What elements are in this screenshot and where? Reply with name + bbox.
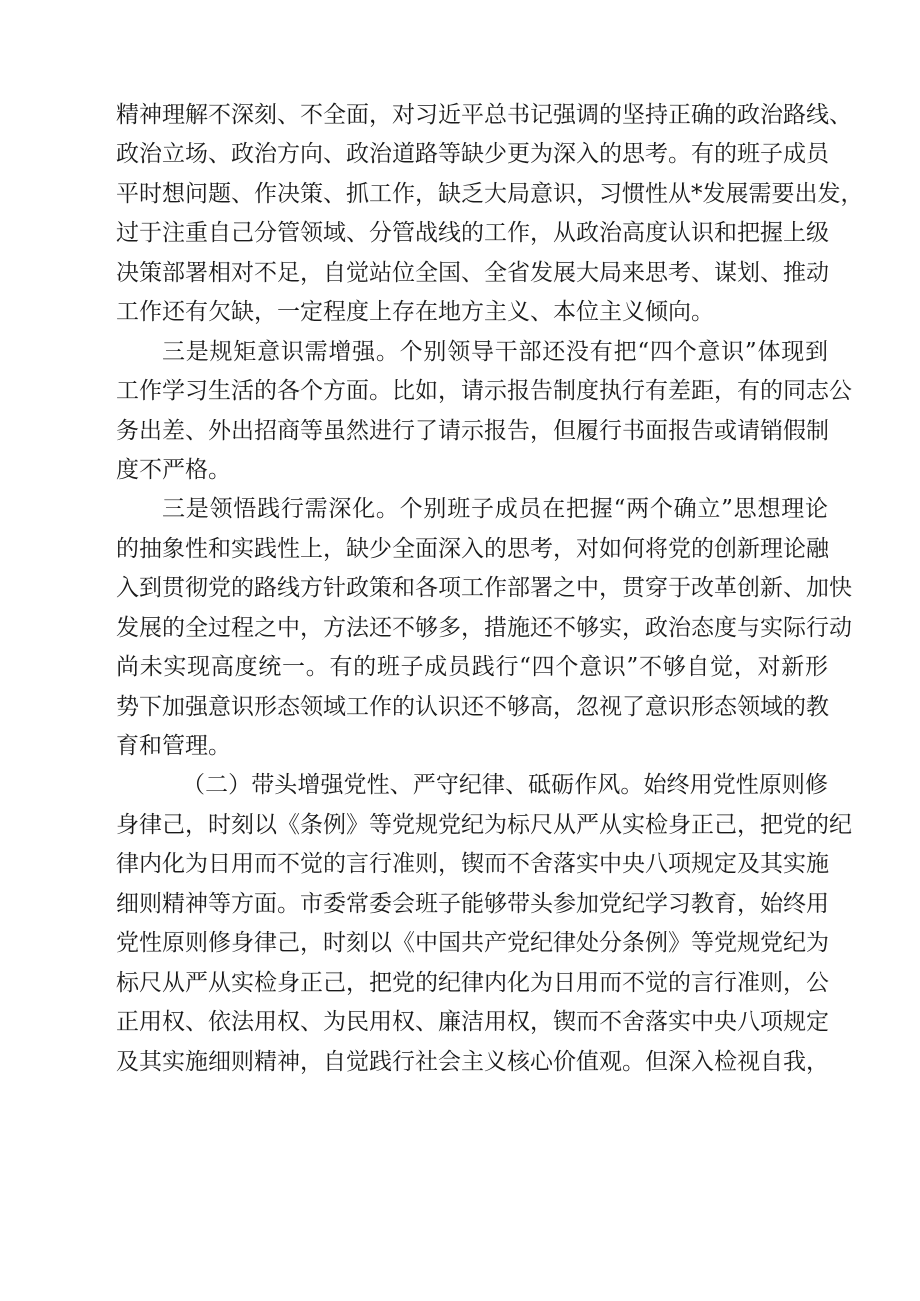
section-heading-line: （二）带头增强党性、严守纪律、砥砺作风。始终用党性原则修 (182, 772, 828, 799)
text-line: 的抽象性和实践性上，缺少全面深入的思考，对如何将党的创新理论融 (116, 535, 829, 562)
paragraph-comprehension-practice (116, 490, 852, 766)
text-line: 工作还有欠缺，一定程度上存在地方主义、本位主义倾向。 (116, 299, 714, 326)
text-line: 尚未实现高度统一。有的班子成员践行“四个意识”不够自觉，对新形 (116, 654, 828, 681)
text-line: 势下加强意识形态领域工作的认识还不够高，忽视了意识形态领域的教 (116, 693, 829, 720)
text-line: 入到贯彻党的路线方针政策和各项工作部署之中，贯穿于改革创新、加快 (116, 575, 852, 602)
text-line: 三是规矩意识需增强。个别领导干部还没有把“四个意识”体现到 (162, 338, 828, 365)
text-line: 及其实施细则精神，自觉践行社会主义核心价值观。但深入检视自我， (116, 1048, 829, 1075)
text-line: 度不严格。 (116, 456, 231, 483)
text-line: 工作学习生活的各个方面。比如，请示报告制度执行有差距，有的同志公 (116, 378, 852, 405)
text-line: 细则精神等方面。市委常委会班子能够带头参加党纪学习教育，始终用 (116, 890, 829, 917)
text-line: 标尺从严从实检身正己，把党的纪律内化为日用而不觉的言行准则，公 (116, 969, 829, 996)
text-line: 决策部署相对不足，自觉站位全国、全省发展大局来思考、谋划、推动 (116, 259, 829, 286)
paragraph-political-direction (116, 96, 864, 333)
text-line: 身律己，时刻以《条例》等党规党纪为标尺从严从实检身正己，把党的纪 (116, 811, 852, 838)
text-line: 过于注重自己分管领域、分管战线的工作，从政治高度认识和把握上级 (116, 220, 829, 247)
text-line: 三是领悟践行需深化。个别班子成员在把握“两个确立”思想理论 (162, 496, 828, 523)
text-line: 政治立场、政治方向、政治道路等缺少更为深入的思考。有的班子成员 (116, 141, 829, 168)
text-line: 律内化为日用而不觉的言行准则，锲而不舍落实中央八项规定及其实施 (116, 851, 829, 878)
document-body (116, 96, 864, 1082)
text-line: 发展的全过程之中，方法还不够多，措施还不够实，政治态度与实际行动 (116, 614, 852, 641)
text-line: 平时想问题、作决策、抓工作，缺乏大局意识，习惯性从*发展需要出发， (116, 180, 864, 207)
text-line: 育和管理。 (116, 733, 231, 759)
paragraph-rules-awareness (116, 333, 852, 491)
text-line: 精神理解不深刻、不全面，对习近平总书记强调的坚持正确的政治路线、 (116, 102, 852, 128)
text-line: 党性原则修身律己，时刻以《中国共产党纪律处分条例》等党规党纪为 (116, 930, 829, 957)
text-line: 务出差、外出招商等虽然进行了请示报告，但履行书面报告或请销假制 (116, 417, 829, 444)
text-line: 正用权、依法用权、为民用权、廉洁用权，锲而不舍落实中央八项规定 (116, 1009, 829, 1036)
paragraph-party-discipline (116, 766, 852, 1082)
